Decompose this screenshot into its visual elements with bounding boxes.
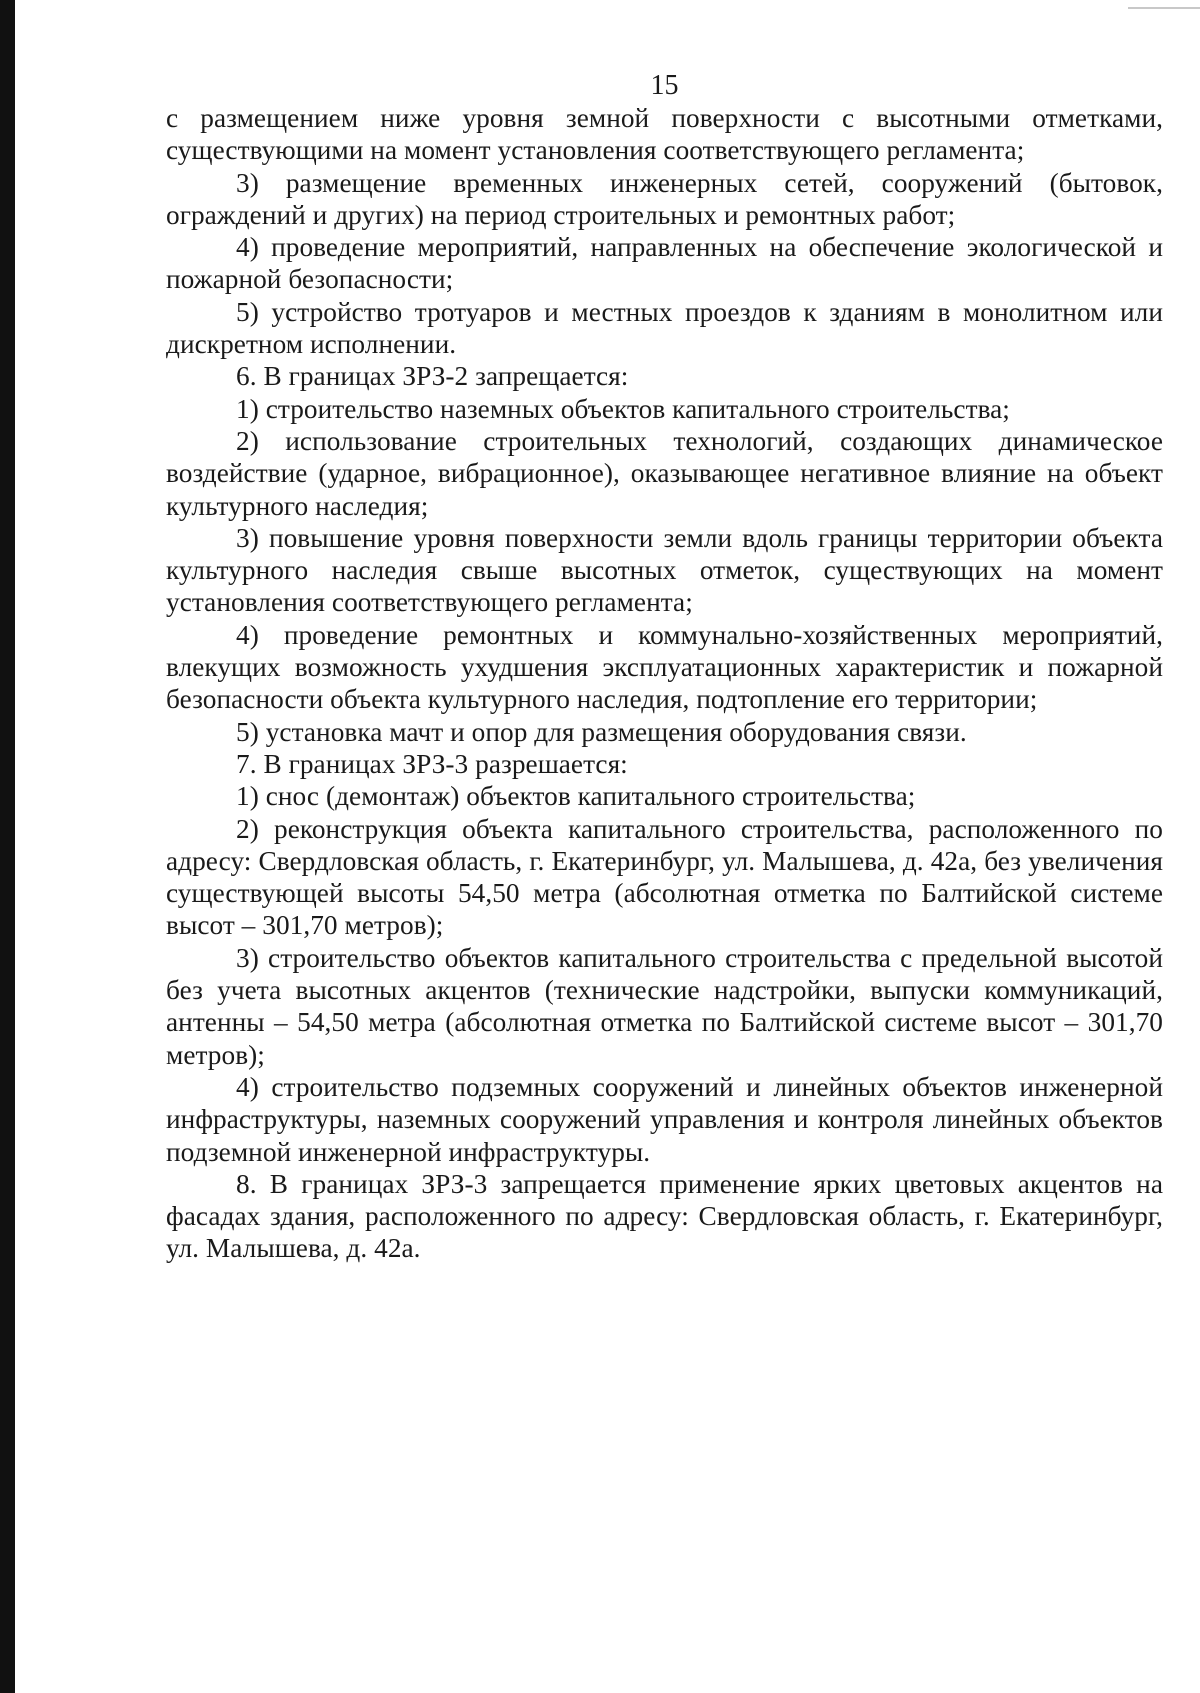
paragraph-item: 1) строительство наземных объектов капитального строительства; — [236, 393, 1010, 424]
scan-corner-mark — [1128, 7, 1200, 9]
paragraph-item: 3) повышение уровня поверхности земли вдоль границы территории объекта культурного наследия свыше высотных отметок, существующих на момент установления соответствующего регламента; — [166, 522, 1163, 618]
paragraph-item: 5) установка мачт и опор для размещения оборудования связи. — [236, 716, 967, 747]
paragraph-item: 3) размещение временных инженерных сетей, сооружений (бытовок, ограждений и других) на период строительных и ремонтных работ; — [166, 167, 1163, 230]
paragraph-item: 5) устройство тротуаров и местных проездов к зданиям в монолитном или дискретном исполнении. — [166, 296, 1163, 360]
section-heading: 6. В границах ЗРЗ-2 запрещается: — [236, 361, 629, 392]
paragraph-item: 4) проведение ремонтных и коммунально-хозяйственных мероприятий, влекущих возможность ухудшения эксплуатационных характеристик и пожарной безопасности объекта культурного наследия, подтопление его территории; — [166, 619, 1163, 715]
paragraph-item: 4) проведение мероприятий, направленных на обеспечение экологической и пожарной безопасности; — [166, 232, 1163, 295]
section-heading: 7. В границах ЗРЗ-3 разрешается: — [236, 748, 628, 779]
paragraph-item: 4) строительство подземных сооружений и линейных объектов инженерной инфраструктуры, наземных сооружений управления и контроля линейных объектов подземной инженерной инфраструктуры. — [166, 1071, 1163, 1167]
scan-edge-shadow — [0, 0, 15, 1693]
document-page — [166, 70, 1163, 1265]
paragraph-item: 2) реконструкция объекта капитального строительства, расположенного по адресу: Свердловская область, г. Екатеринбург, ул. Малышева, д. 42а, без увеличения существующей высоты 54,50 метра (абсолютная отметка по Балтийской системе высот – 301,70 метров); — [166, 813, 1163, 941]
document-body — [166, 102, 1163, 1265]
section-paragraph: 8. В границах ЗРЗ-3 запрещается применение ярких цветовых акцентов на фасадах здания, расположенного по адресу: Свердловская область, г. Екатеринбург, ул. Малышева, д. 42а. — [166, 1168, 1163, 1264]
paragraph-item: 3) строительство объектов капитального строительства с предельной высотой без учета высотных акцентов (технические надстройки, выпуски коммуникаций, антенны – 54,50 метра (абсолютная отметка по Балтийской системе высот – 301,70 метров); — [166, 942, 1163, 1070]
page-number: 15 — [650, 70, 679, 101]
paragraph-continuation: с размещением ниже уровня земной поверхности с высотными отметками, существующими на момент установления соответствующего регламента; — [166, 103, 1163, 166]
paragraph-item: 1) снос (демонтаж) объектов капитального строительства; — [236, 781, 916, 812]
paragraph-item: 2) использование строительных технологий, создающих динамическое воздействие (ударное, вибрационное), оказывающее негативное влияние на объект культурного наследия; — [166, 425, 1163, 521]
